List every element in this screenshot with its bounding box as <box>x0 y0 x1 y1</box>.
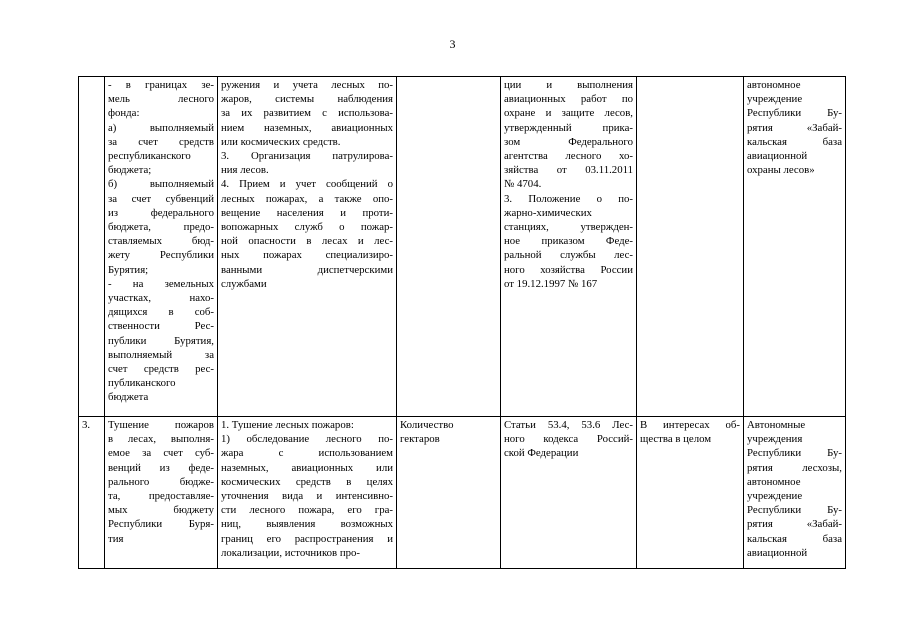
cell-line: ской Федерации <box>504 447 579 460</box>
cell-line: Тушение пожаров <box>108 419 214 431</box>
cell-line: тия <box>108 532 124 545</box>
cell-line: авиационной <box>747 150 808 163</box>
cell-line: зяйства от 03.11.2011 <box>504 164 633 177</box>
cell-line: нием наземных, авиационных <box>221 121 393 134</box>
legal-basis-cell <box>501 417 637 569</box>
legal-basis-cell <box>501 77 637 417</box>
cell-line: ружения и учета лесных по- <box>221 79 393 91</box>
cell-line: ральной службы лес- <box>504 249 633 262</box>
cell-line: бюджета, предо- <box>108 221 214 234</box>
cell-line: бюджета <box>108 391 149 404</box>
page-number: 3 <box>449 37 456 51</box>
cell-line: бюджета; <box>108 164 152 177</box>
cell-line: жету Республики <box>108 249 214 262</box>
cell-line: ного кодекса Россий- <box>504 433 633 446</box>
cell-line: автономное <box>747 475 801 488</box>
consumer-cell <box>637 77 744 417</box>
cell-line: лесных пожарах, а также опо- <box>221 192 393 205</box>
cell-line: за их развитием с использова- <box>221 107 393 120</box>
cell-line: мель лесного <box>108 93 214 106</box>
cell-line: вопожарных служб о пожар- <box>221 221 393 234</box>
cell-line: охраны лесов» <box>747 164 815 177</box>
cell-line: мых бюджету <box>108 504 214 517</box>
cell-line: 1) обследование лесного по- <box>221 433 393 446</box>
cell-line: ное приказом Феде- <box>504 235 633 248</box>
cell-line: автономное <box>747 79 801 91</box>
cell-line: жаров, системы наблюдения <box>221 93 393 106</box>
cell-line: агентства лесного хо- <box>504 150 633 163</box>
cell-line: от 19.12.1997 № 167 <box>504 277 598 290</box>
cell-line: а) выполняемый <box>108 121 214 134</box>
cell-line: Республики Бу- <box>747 504 842 517</box>
cell-line: зом Федерального <box>504 135 633 148</box>
table-row <box>79 77 846 417</box>
cell-line: гектаров <box>400 433 440 446</box>
cell-line: вещение населения и проти- <box>221 206 393 219</box>
service-name-cell <box>105 77 218 417</box>
service-name-cell <box>105 417 218 569</box>
cell-line: учреждения <box>747 433 803 446</box>
cell-line: жарно-химических <box>504 206 592 219</box>
cell-line: - на земельных <box>108 277 214 290</box>
table-row <box>79 417 846 569</box>
cell-line: б) выполняемый <box>108 178 214 191</box>
provider-cell <box>744 417 846 569</box>
cell-line: Автономные <box>747 419 806 431</box>
cell-line: ставляемых бюд- <box>108 235 214 248</box>
cell-line: из федерального <box>108 206 214 219</box>
consumer-cell <box>637 417 744 569</box>
cell-line: в лесах, выполня- <box>108 433 214 446</box>
cell-line: за счет субвенций <box>108 192 214 205</box>
cell-line: Бурятия; <box>108 263 149 276</box>
cell-line: Республики Бу- <box>747 447 842 460</box>
cell-line: станциях, утвержден- <box>504 221 633 234</box>
cell-line: № 4704. <box>504 178 542 191</box>
cell-line: ного хозяйства России <box>504 263 633 276</box>
cell-line: за счет средств <box>108 135 214 148</box>
cell-line: ственности Рес- <box>108 320 214 333</box>
cell-line: ванными диспетчерскими <box>221 263 393 276</box>
cell-line: службами <box>221 277 267 290</box>
cell-line: дящихся в соб- <box>108 306 214 319</box>
cell-line: 3. Организация патрулирова- <box>221 150 393 163</box>
cell-line: Республики Бу- <box>747 107 842 120</box>
cell-line: ниц, выявления возможных <box>221 518 393 531</box>
cell-line: границ его распространения и <box>221 532 393 545</box>
cell-line: участках, нахо- <box>108 292 214 305</box>
services-table <box>78 76 846 569</box>
cell-line: венций из феде- <box>108 461 214 474</box>
cell-line: утвержденный прика- <box>504 121 633 134</box>
cell-line: рятия «Забай- <box>747 518 842 531</box>
cell-line: ции и выполнения <box>504 79 633 91</box>
cell-line: охране и защите лесов, <box>504 107 633 120</box>
cell-line: публики Бурятия, <box>108 334 214 347</box>
cell-line: щества в целом <box>640 433 712 446</box>
provider-cell <box>744 77 846 417</box>
cell-line: рятия лесхозы, <box>747 461 842 474</box>
cell-line: кальская база <box>747 135 842 148</box>
unit-cell <box>397 77 501 417</box>
cell-line: ния лесов. <box>221 164 269 177</box>
cell-line: кальская база <box>747 532 842 545</box>
row-number-cell: 3. <box>79 417 105 569</box>
cell-line: наземных, авиационных или <box>221 461 393 474</box>
cell-line: космических средств в целях <box>221 475 393 488</box>
cell-line: учреждение <box>747 490 803 503</box>
cell-line: локализации, источников про- <box>221 546 361 559</box>
cell-line: авиационной <box>747 546 808 559</box>
cell-line: емое за счет суб- <box>108 447 214 460</box>
cell-line: В интересах об- <box>640 419 740 431</box>
cell-line: 4. Прием и учет сообщений о <box>221 178 393 191</box>
cell-line: та, предоставляе- <box>108 490 214 503</box>
service-content-cell <box>218 417 397 569</box>
cell-line: публиканского <box>108 377 176 390</box>
cell-line: ных пожарах специализиро- <box>221 249 393 262</box>
cell-line: ной опасности в лесах и лес- <box>221 235 393 248</box>
service-content-cell <box>218 77 397 417</box>
cell-line: уточнения вида и интенсивно- <box>221 490 393 503</box>
cell-line: рятия «Забай- <box>747 121 842 134</box>
cell-line: или космических средств. <box>221 135 341 148</box>
cell-line: авиационных работ по <box>504 93 633 106</box>
unit-cell <box>397 417 501 569</box>
cell-line: Количество <box>400 419 454 431</box>
cell-line: учреждение <box>747 93 803 106</box>
cell-line: счет средств рес- <box>108 363 214 376</box>
cell-line: сти лесного пожара, его гра- <box>221 504 393 517</box>
cell-line: жара с использованием <box>221 447 393 460</box>
cell-line: рального бюдже- <box>108 475 214 488</box>
cell-line: выполняемый за <box>108 348 214 361</box>
cell-line: фонда: <box>108 107 140 120</box>
cell-line: Статьи 53.4, 53.6 Лес- <box>504 419 633 431</box>
cell-line: 1. Тушение лесных пожаров: <box>221 419 354 431</box>
cell-line: Республики Буря- <box>108 518 214 531</box>
cell-line: - в границах зе- <box>108 79 214 91</box>
cell-line: 3. Положение о по- <box>504 192 633 205</box>
cell-line: республиканского <box>108 150 191 163</box>
row-number-cell <box>79 77 105 417</box>
